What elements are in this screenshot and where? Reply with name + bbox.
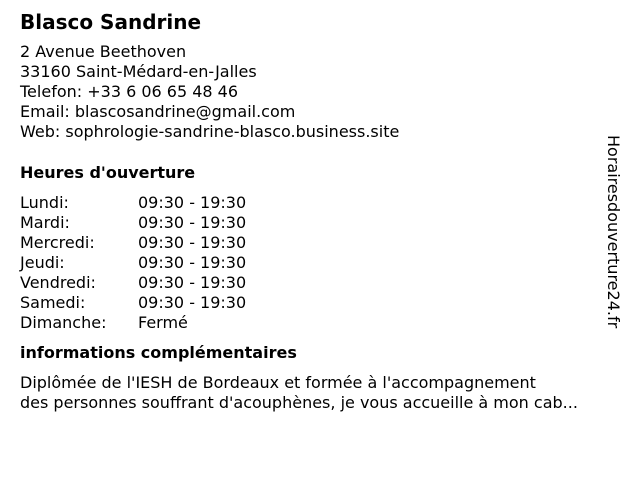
hours-row-friday: [20, 273, 620, 293]
hours-table: [20, 193, 620, 333]
site-watermark: Horairesdouverture24.fr: [604, 135, 623, 329]
hours-heading: Heures d'ouverture: [20, 163, 196, 182]
website-line: Web: sophrologie-sandrine-blasco.business.site: [20, 122, 400, 141]
day-label: Lundi:: [20, 193, 69, 212]
hours-row-sunday: [20, 313, 620, 333]
time-value: 09:30 - 19:30: [138, 193, 247, 212]
day-label: Mercredi:: [20, 233, 95, 252]
hours-row-thursday: [20, 253, 620, 273]
extra-info-line: Diplômée de l'IESH de Bordeaux et formée à l'accompagnement: [20, 373, 536, 392]
time-value: 09:30 - 19:30: [138, 233, 247, 252]
day-label: Dimanche:: [20, 313, 107, 332]
hours-row-monday: [20, 193, 620, 213]
hours-row-wednesday: [20, 233, 620, 253]
address-line-city: 33160 Saint-Médard-en-Jalles: [20, 62, 257, 81]
day-label: Jeudi:: [20, 253, 65, 272]
time-value: Fermé: [138, 313, 188, 332]
day-label: Samedi:: [20, 293, 86, 312]
time-value: 09:30 - 19:30: [138, 253, 247, 272]
email-line: Email: blascosandrine@gmail.com: [20, 102, 296, 121]
phone-line: Telefon: +33 6 06 65 48 46: [20, 82, 239, 101]
time-value: 09:30 - 19:30: [138, 273, 247, 292]
business-name: Blasco Sandrine: [20, 10, 202, 34]
day-label: Mardi:: [20, 213, 70, 232]
day-label: Vendredi:: [20, 273, 96, 292]
hours-row-tuesday: [20, 213, 620, 233]
address-line-street: 2 Avenue Beethoven: [20, 42, 187, 61]
time-value: 09:30 - 19:30: [138, 293, 247, 312]
hours-row-saturday: [20, 293, 620, 313]
extra-info-line: des personnes souffrant d'acouphènes, je vous accueille à mon cab...: [20, 393, 578, 412]
extra-info-heading: informations complémentaires: [20, 343, 297, 362]
time-value: 09:30 - 19:30: [138, 213, 247, 232]
extra-info-text: [20, 373, 624, 413]
business-card: [20, 10, 620, 413]
